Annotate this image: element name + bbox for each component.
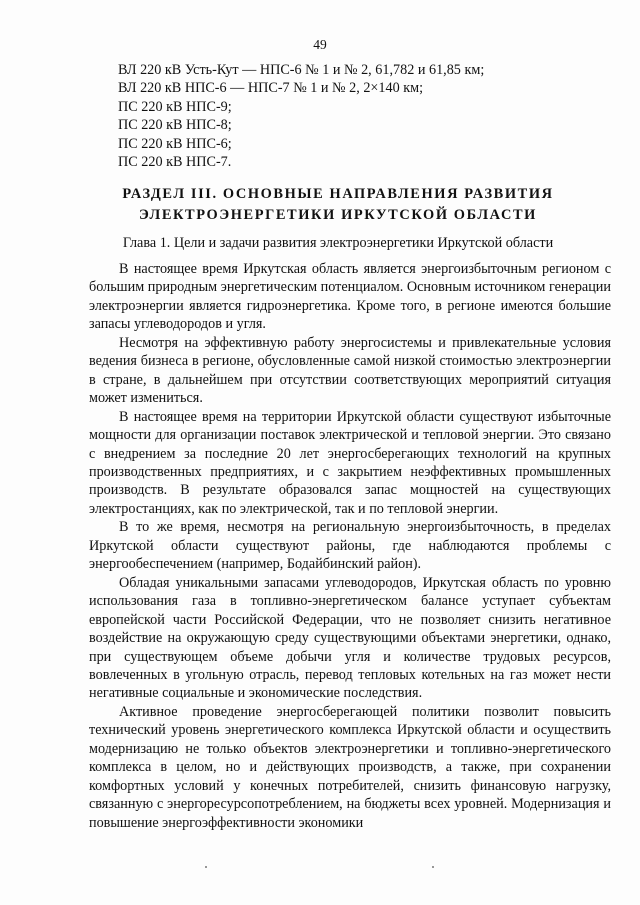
list-item: ПС 220 кВ НПС-9; bbox=[118, 98, 232, 115]
scan-speck bbox=[205, 866, 207, 868]
section-title-line: ЭЛЕКТРОЭНЕРГЕТИКИ ИРКУТСКОЙ ОБЛАСТИ bbox=[139, 207, 537, 223]
list-item: ПС 220 кВ НПС-7. bbox=[118, 154, 232, 171]
paragraph: В настоящее время Иркутская область является энергоизбыточным регионом с большим природным энергетическим потенциалом. Основным источником генерации электроэнергии является гидроэнергетика. Кроме того, в регионе имеются большие запасы углеводородов и угля. bbox=[89, 261, 611, 333]
section-title-line: РАЗДЕЛ III. ОСНОВНЫЕ НАПРАВЛЕНИЯ РАЗВИТИЯ bbox=[122, 186, 554, 202]
paragraph: Активное проведение энергосберегающей политики позволит повысить технический уровень энергетического комплекса Иркутской области и осуществить модернизацию не только объектов электроэнергетики и топливно-энергетического комплекса в целом, но и действующих производств, а также, при сохранении комфортных условий у конечных потребителей, снизить финансовую нагрузку, связанную с энергоресурсопотреблением, на бюджеты всех уровней. Модернизация и повышение энергоэффективности экономики bbox=[89, 703, 611, 831]
list-item: ПС 220 кВ НПС-6; bbox=[118, 135, 232, 152]
list-item: ВЛ 220 кВ НПС-6 — НПС-7 № 1 и № 2, 2×140 км; bbox=[118, 80, 424, 97]
scan-speck bbox=[432, 866, 434, 868]
paragraph: Несмотря на эффективную работу энергосистемы и привлекательные условия ведения бизнеса в регионе, обусловленные самой низкой стоимостью электроэнергии в стране, в дальнейшем при отсутствии соответствующих мероприятий ситуация может измениться. bbox=[89, 334, 611, 407]
body-text bbox=[89, 260, 611, 832]
section-title bbox=[60, 184, 616, 226]
list-item: ВЛ 220 кВ Усть-Кут — НПС-6 № 1 и № 2, 61,782 и 61,85 км; bbox=[118, 62, 485, 78]
chapter-title: Глава 1. Цели и задачи развития электроэнергетики Иркутской области bbox=[122, 235, 554, 251]
page-number: 49 bbox=[313, 37, 327, 52]
list-item: ПС 220 кВ НПС-8; bbox=[118, 117, 232, 134]
paragraph: Обладая уникальными запасами углеводородов, Иркутская область по уровню использования газа в топливно-энергетическом балансе уступает субъектам европейской части Российской Федерации, что не позволяет снизить негативное воздействие на окружающую среду существующими объектами энергетики, однако, при существующем объеме добычи угля и количестве трудовых ресурсов, вовлеченных в угольную отрасль, перевод тепловых котельных на газ может нести негативные социальные и экономические последствия. bbox=[89, 574, 611, 702]
paragraph: В то же время, несмотря на региональную энергоизбыточность, в пределах Иркутской области существуют районы, где наблюдаются проблемы с энергообеспечением (например, Бодайбинский район). bbox=[89, 519, 611, 573]
facility-list bbox=[118, 61, 618, 171]
paragraph: В настоящее время на территории Иркутской области существуют избыточные мощности для организации поставок электрической и тепловой энергии. Это связано с внедрением за последние 20 лет энергосберегающих технологий на крупных производственных предприятиях, и с закрытием неэффективных промышленных производств. В результате образовался запас мощностей на существующих электростанциях, как по электрической, так и по тепловой энергии. bbox=[89, 408, 611, 517]
